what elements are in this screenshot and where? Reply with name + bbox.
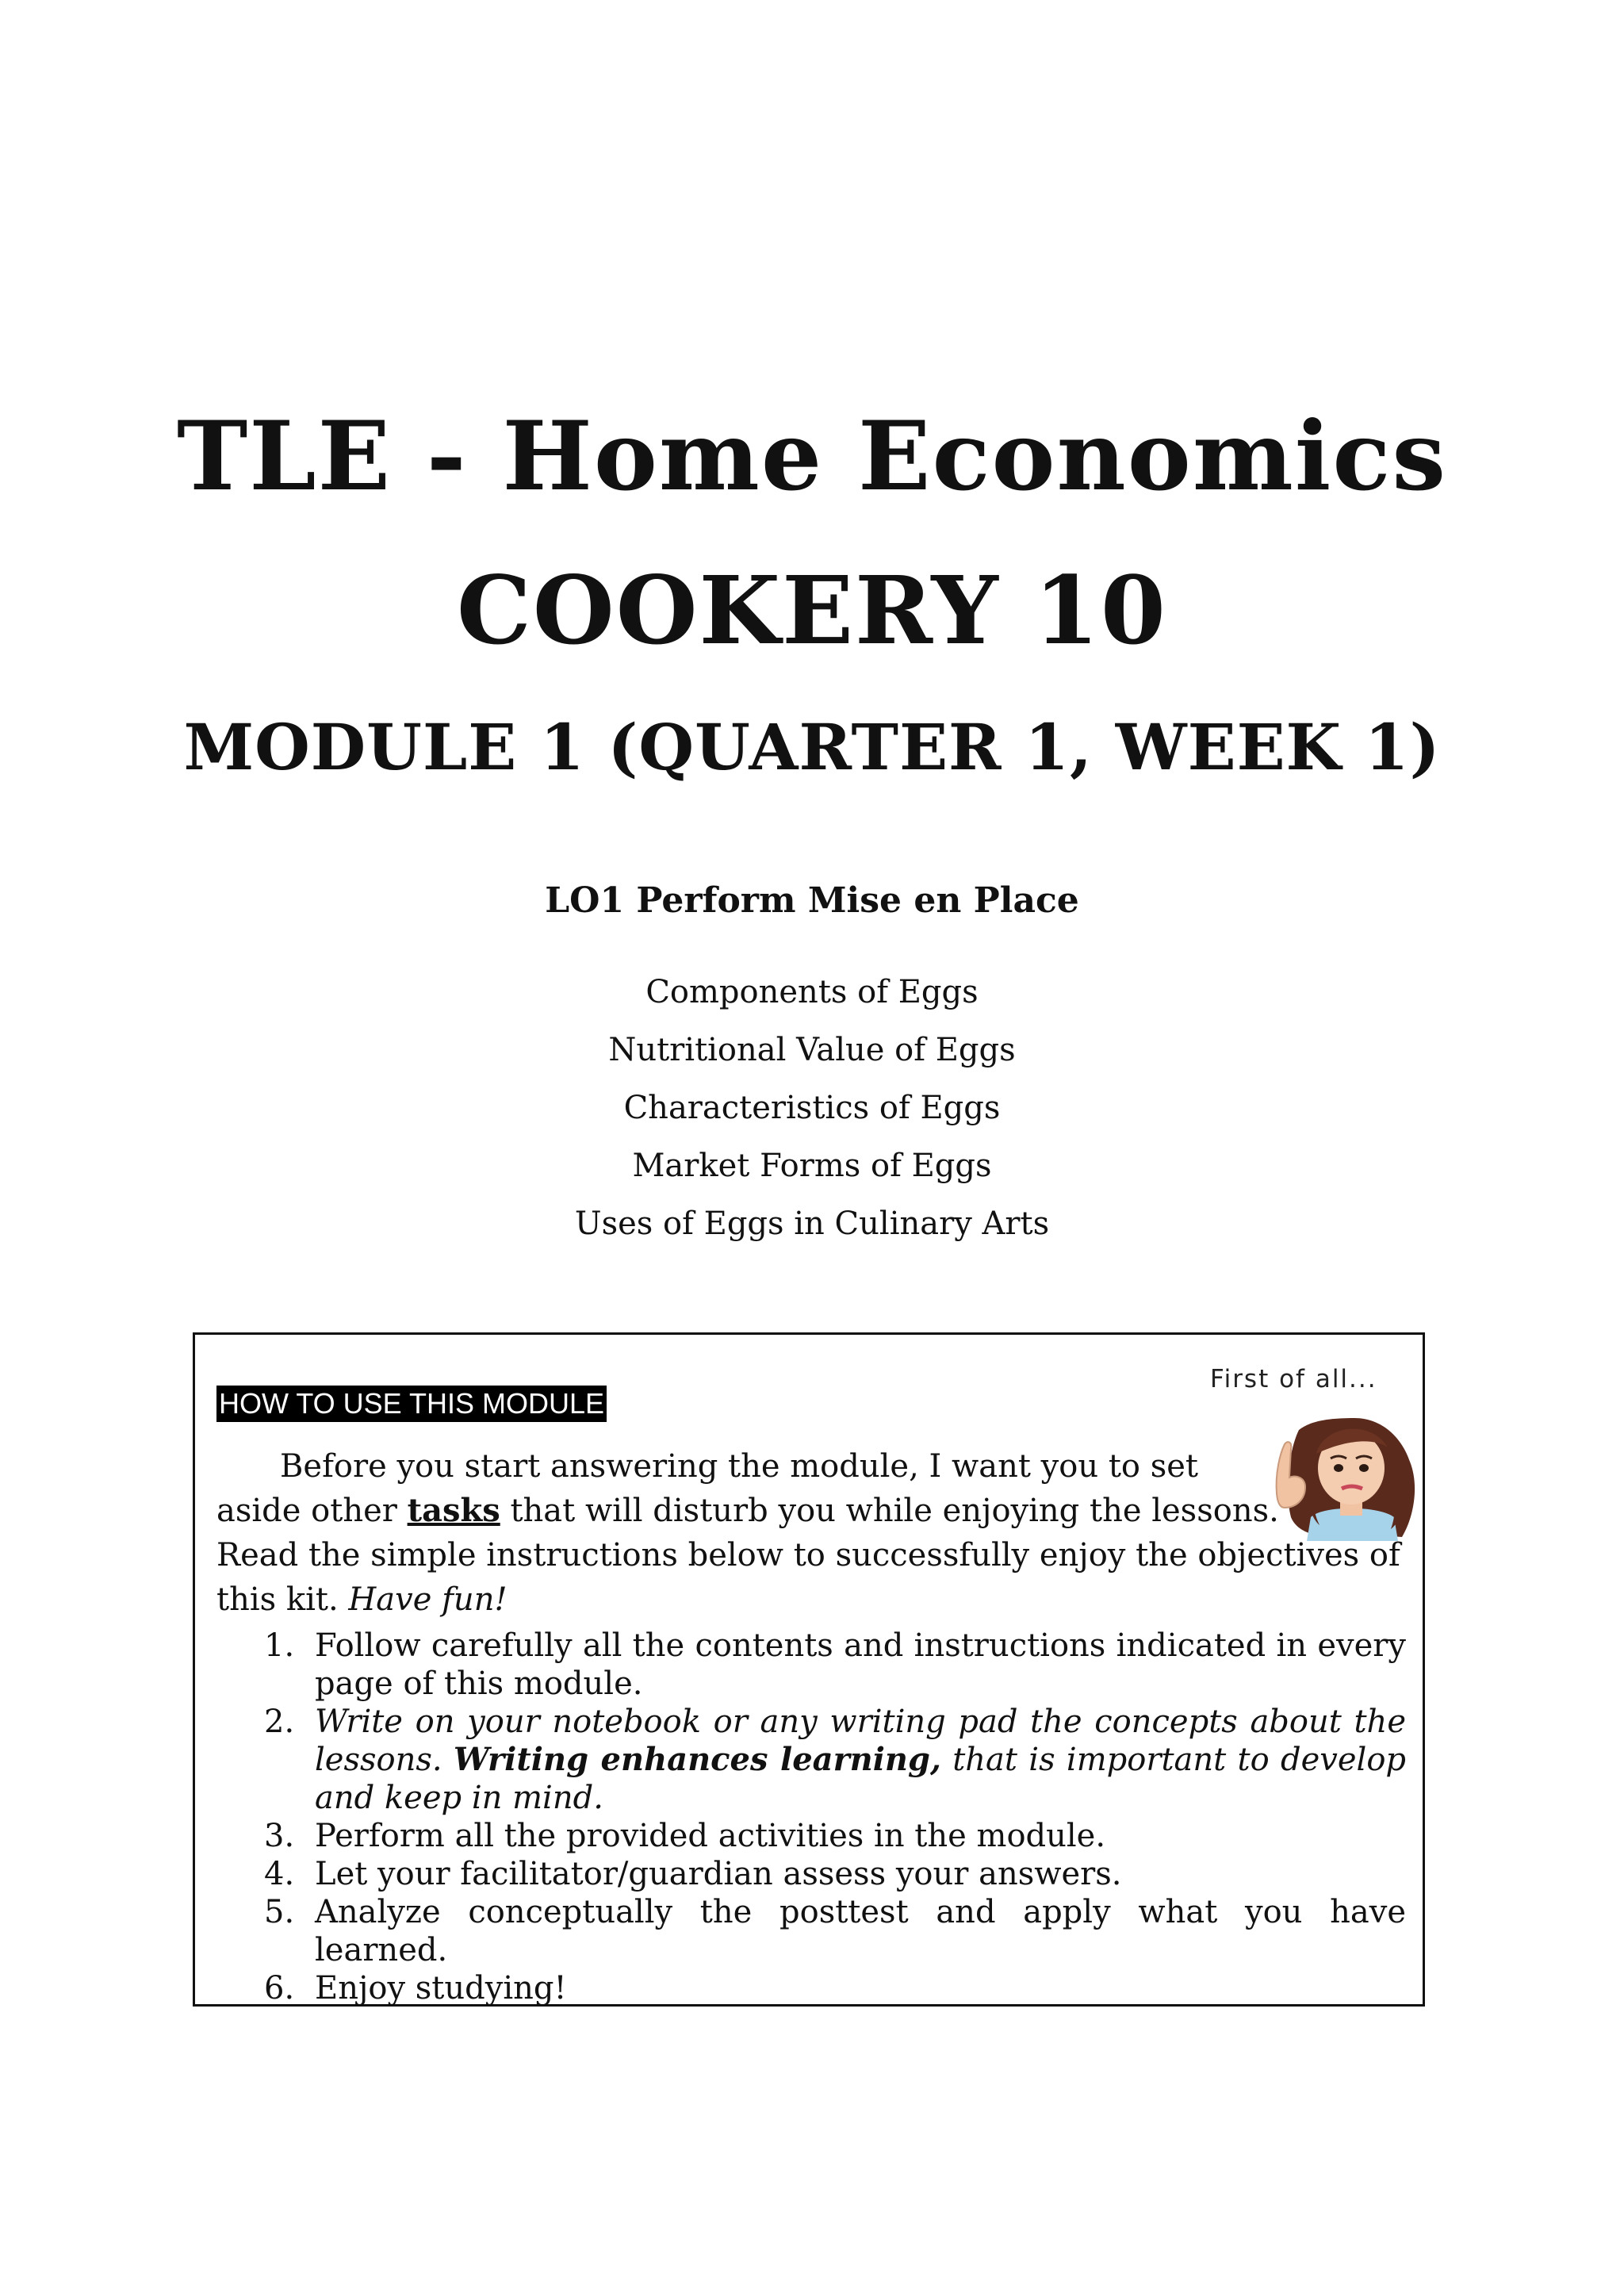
sticker-caption: First of all... bbox=[1210, 1365, 1377, 1393]
title-line-2: COOKERY 10 bbox=[457, 555, 1167, 665]
instruction-number: 3. bbox=[264, 1818, 295, 1854]
title-line-1: TLE - Home Economics bbox=[176, 401, 1448, 512]
intro-line bbox=[216, 1489, 1279, 1533]
intro-text: Before you start answering the module, I want you to set bbox=[280, 1448, 1198, 1485]
lo-heading: LO1 Perform Mise en Place bbox=[545, 880, 1079, 921]
instruction-number: 1. bbox=[264, 1627, 295, 1664]
instruction-item bbox=[216, 1627, 1406, 1703]
instruction-item bbox=[216, 1817, 1406, 1855]
intro-line bbox=[216, 1577, 508, 1622]
topic-item: Nutritional Value of Eggs bbox=[608, 1032, 1016, 1068]
topics-list bbox=[0, 964, 1624, 1253]
instruction-number: 5. bbox=[264, 1894, 295, 1930]
instruction-text: that is important to develop and keep in mind. bbox=[315, 1742, 1406, 1816]
topic-item: Market Forms of Eggs bbox=[632, 1148, 992, 1184]
instruction-text: Write on your notebook or any writing pad the concepts about the lessons. bbox=[315, 1704, 1406, 1778]
instruction-item bbox=[216, 1893, 1406, 1969]
topic-item: Characteristics of Eggs bbox=[623, 1090, 1001, 1126]
instruction-item bbox=[216, 1703, 1406, 1817]
instruction-text: Enjoy studying! bbox=[315, 1970, 567, 2007]
instruction-text: Follow carefully all the contents and instructions indicated in every page of this module. bbox=[315, 1627, 1406, 1702]
topic-item: Components of Eggs bbox=[645, 974, 979, 1010]
instruction-item bbox=[216, 1969, 1406, 2007]
topic-item: Uses of Eggs in Culinary Arts bbox=[574, 1205, 1050, 1242]
instruction-text: Perform all the provided activities in the module. bbox=[315, 1818, 1106, 1854]
intro-italic: Have fun! bbox=[348, 1581, 508, 1618]
intro-text: that will disturb you while enjoying the lessons. bbox=[500, 1493, 1279, 1529]
instructions-list bbox=[216, 1627, 1406, 2007]
intro-line bbox=[216, 1444, 1198, 1489]
how-to-use-box bbox=[193, 1332, 1425, 2007]
instruction-number: 6. bbox=[264, 1970, 295, 2007]
instruction-emphasis: Writing enhances learning, bbox=[453, 1741, 941, 1778]
instruction-number: 4. bbox=[264, 1856, 295, 1892]
title-line-3: MODULE 1 (QUARTER 1, WEEK 1) bbox=[183, 710, 1441, 784]
intro-text: aside other bbox=[216, 1493, 408, 1529]
intro-text: this kit. bbox=[216, 1581, 349, 1618]
instruction-item bbox=[216, 1855, 1406, 1893]
intro-line bbox=[216, 1533, 1400, 1577]
intro-text: Read the simple instructions below to successfully enjoy the objectives of bbox=[216, 1537, 1400, 1573]
instruction-number: 2. bbox=[264, 1704, 295, 1740]
intro-emphasis: tasks bbox=[407, 1492, 500, 1529]
how-to-use-label: HOW TO USE THIS MODULE bbox=[216, 1386, 607, 1422]
instruction-text: Analyze conceptually the posttest and apply what you have learned. bbox=[315, 1894, 1406, 1968]
instruction-text: Let your facilitator/guardian assess your answers. bbox=[315, 1856, 1122, 1892]
